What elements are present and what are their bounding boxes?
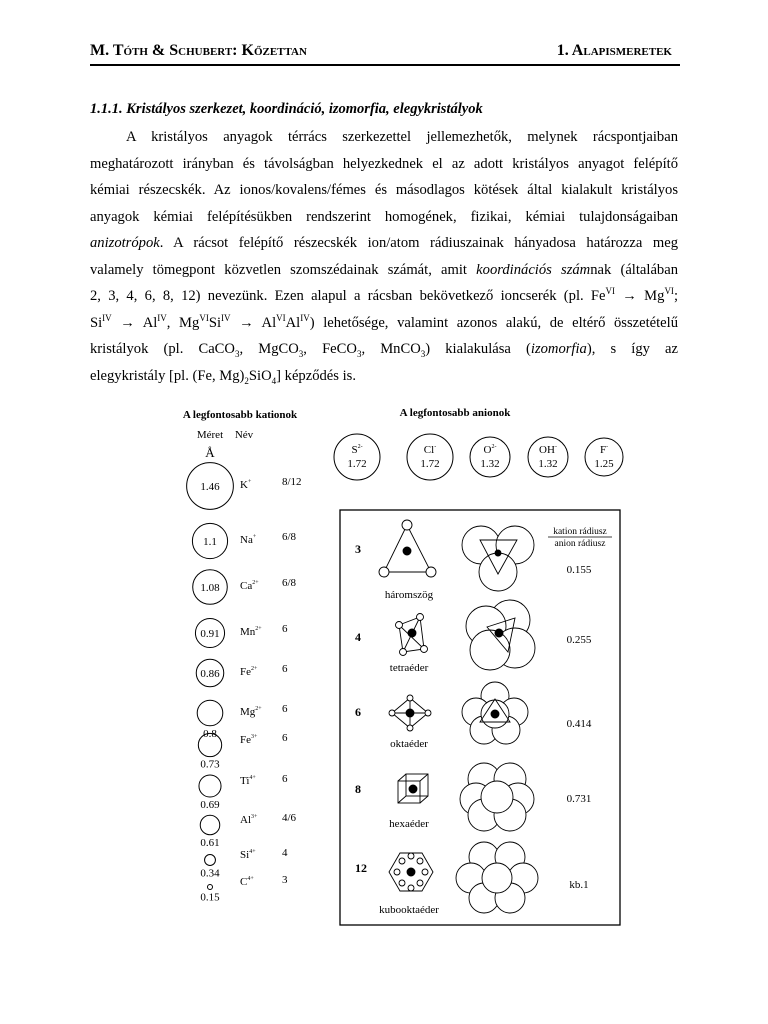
- para-line-4: anyagok kémiai felépítésükben rendszerint homogének, fizikai, kémiai tulajdonságaiban: [90, 208, 678, 225]
- anion-charge: 2-: [491, 444, 497, 450]
- cation-size: 0.15: [200, 891, 220, 904]
- tetrahedron-packing-icon: [466, 600, 535, 670]
- cation-size: 1.08: [200, 582, 220, 594]
- cuboctahedron-polyhedron-icon: [389, 853, 433, 891]
- para-line-9: kristályok (pl. CaCO$_3$, MgCO$_3$, FeCO$_3$, MnCO$_3$) kialakulása (izomorfia), s így az: [90, 341, 679, 359]
- cation-name: $Mg^{2+}$: [240, 706, 262, 718]
- anion-circle: [470, 437, 510, 477]
- term-anizotropok: anizotrópok: [90, 235, 160, 251]
- cation-list: [187, 463, 302, 904]
- ratio-header-bottom: anion rádiusz: [554, 539, 606, 549]
- cation-name: $Fe^{3+}$: [240, 734, 258, 746]
- cation-coordination: 6/8: [282, 531, 297, 543]
- term-izomorfia: izomorfia: [530, 341, 587, 357]
- angstrom-unit: Å: [205, 445, 215, 460]
- anion-charge: 2-: [357, 444, 363, 450]
- coordination-number: 4: [355, 630, 361, 644]
- cation-coordination: 4: [282, 847, 288, 859]
- ratio-header-top: kation rádiusz: [553, 527, 607, 537]
- para-line-3: kémiai részecskék. Az ionos/kovalens/fémes és másodlagos kötések által kialakult kristályos: [90, 182, 678, 198]
- coordination-number: 8: [355, 782, 361, 796]
- anions-title: A legfontosabb anionok: [399, 407, 511, 419]
- cation-coordination: 6: [282, 663, 288, 675]
- cation-charge: +: [252, 534, 257, 540]
- cation-coordination: 6: [282, 623, 288, 635]
- cation-circle: [199, 775, 221, 797]
- cation-size: 0.34: [200, 867, 220, 880]
- anion-size: 1.72: [420, 458, 440, 470]
- cation-size: 0.69: [200, 799, 220, 812]
- polyhedron-name: kubooktaéder: [379, 904, 439, 916]
- radius-ratio: 0.255: [566, 634, 592, 646]
- name-header: Név: [234, 429, 254, 441]
- anion-circle: [407, 434, 453, 480]
- radius-ratio: kb.1: [569, 879, 589, 891]
- cation-name: $Fe^{2+}$: [240, 666, 258, 678]
- cation-charge: 4+: [247, 876, 254, 882]
- anion-charge: -: [606, 444, 609, 450]
- radius-ratio: 0.155: [566, 564, 592, 576]
- cation-name: $Ti^{4+}$: [240, 775, 256, 787]
- cation-name: $Al^{3+}$: [240, 814, 258, 826]
- radius-ratio: 0.731: [566, 793, 592, 805]
- hexahedron-polyhedron-icon: [398, 774, 428, 803]
- coordination-number: 12: [355, 861, 367, 875]
- anion-name: Cl-: [423, 444, 437, 456]
- polyhedron-name: tetraéder: [389, 662, 429, 674]
- polyhedron-name: oktaéder: [390, 738, 428, 750]
- anion-name: $O^{2-}$: [483, 444, 497, 456]
- cation-circle: [208, 885, 213, 890]
- cation-charge: 4+: [249, 775, 256, 781]
- anion-name: OH-: [539, 444, 557, 456]
- polyhedron-name: háromszög: [384, 589, 434, 601]
- anion-list: [334, 434, 623, 480]
- cation-charge: 2+: [252, 580, 259, 586]
- cation-coordination: 8/12: [282, 476, 302, 488]
- para-line-10: elegykristály [pl. (Fe, $Mg)_2SiO_4$] képződés is.: [90, 367, 356, 386]
- cation-circle: [200, 815, 220, 835]
- cation-coordination: 6/8: [282, 577, 297, 589]
- cation-charge: 2+: [255, 706, 262, 712]
- cation-charge: 2+: [251, 666, 258, 672]
- section-title: 1.1.1. Kristályos szerkezet, koordináció, izomorfia, elegykristályok: [90, 101, 483, 117]
- radius-ratio: 0.414: [566, 718, 592, 730]
- anion-charge: -: [554, 444, 557, 450]
- para-line-8: $Si^{IV} \to Al^{IV}$, $Mg^{VI}Si^{IV} \to Al^{VI}Al^{IV}$) lehetősége, valamint azonos alakú, de eltérő összetételű: [90, 312, 679, 331]
- cation-charge: +: [247, 479, 252, 485]
- para-line-1: A kristályos anyagok térrács szerkezettel jellemezhetők, melynek rácspontjaiban: [126, 129, 678, 145]
- anion-size: 1.32: [480, 458, 500, 470]
- cation-name: Na+: [240, 534, 257, 546]
- cation-size: 1.46: [200, 481, 220, 493]
- cation-size: 0.61: [200, 836, 220, 849]
- cation-size: 0.91: [200, 628, 220, 640]
- anion-name: $S^{2-}$: [351, 444, 363, 456]
- anion-size: 1.25: [594, 458, 614, 470]
- size-header: Méret: [196, 429, 224, 441]
- octahedron-polyhedron-icon: [389, 695, 431, 731]
- header-chapter-title: 1. Alapismeretek: [556, 42, 672, 59]
- cation-coordination: 6: [282, 732, 288, 744]
- cation-name: K+: [240, 479, 252, 491]
- cation-charge: 3+: [251, 814, 258, 820]
- cation-name: $Si^{4+}$: [240, 849, 256, 861]
- triangle-packing-icon: [462, 526, 534, 591]
- cation-size: 1.1: [203, 536, 217, 548]
- anion-circle: [334, 434, 380, 480]
- cation-coordination: 4/6: [282, 812, 297, 824]
- octahedron-packing-icon: [462, 682, 528, 744]
- cation-coordination: 3: [282, 874, 288, 886]
- term-koordinacios-szam: koordinációs szám: [476, 261, 591, 278]
- para-line-5: anizotrópok. A rácsot felépítő részecskék ion/atom rádiuszainak hányadosa határozza meg: [90, 235, 678, 251]
- cation-circle: [197, 700, 223, 726]
- cation-name: $Ca^{2+}$: [240, 580, 259, 592]
- cation-size: 0.73: [200, 758, 220, 771]
- anion-name: F-: [599, 444, 609, 456]
- cuboctahedron-packing-icon: [456, 842, 538, 913]
- cation-coordination: 6: [282, 703, 288, 715]
- cation-charge: 4+: [249, 849, 256, 855]
- para-line-6: valamely tömegpont közvetlen szomszédainak számát, amit koordinációs számnak (általában: [90, 261, 678, 278]
- anion-charge: -: [434, 444, 437, 450]
- hexahedron-packing-icon: [460, 763, 534, 831]
- cation-charge: 2+: [255, 626, 262, 632]
- cation-size: 0.86: [200, 668, 220, 680]
- para-line-2: meghatározott irányban és távolságban helyezkednek el az adott kristályos anyagot felépítő: [90, 155, 678, 172]
- cation-circle: [205, 855, 216, 866]
- polyhedron-name: hexaéder: [389, 818, 429, 830]
- cations-title: A legfontosabb kationok: [182, 409, 298, 421]
- anion-circle: [528, 437, 568, 477]
- tetrahedron-polyhedron-icon: [396, 614, 428, 656]
- cation-name: $C^{4+}$: [240, 876, 254, 888]
- cation-coordination: 6: [282, 773, 288, 785]
- cation-size: 0.8: [203, 727, 217, 740]
- coordination-number: 6: [355, 705, 361, 719]
- cation-charge: 3+: [251, 734, 258, 740]
- header-book-title: M. Tóth & Schubert: Kőzettan: [90, 42, 307, 59]
- anion-size: 1.32: [538, 458, 558, 470]
- anion-size: 1.72: [347, 458, 367, 470]
- triangle-polyhedron-icon: [379, 520, 436, 577]
- cation-name: $Mn^{2+}$: [240, 626, 262, 638]
- para-line-7: 2, 3, 4, 6, 8, 12) nevezünk. Ezen alapul a rácsban bekövetkező ioncserék (pl. $Fe^{VI} \to Mg^{VI}$;: [90, 286, 678, 304]
- coordination-number: 3: [355, 542, 361, 556]
